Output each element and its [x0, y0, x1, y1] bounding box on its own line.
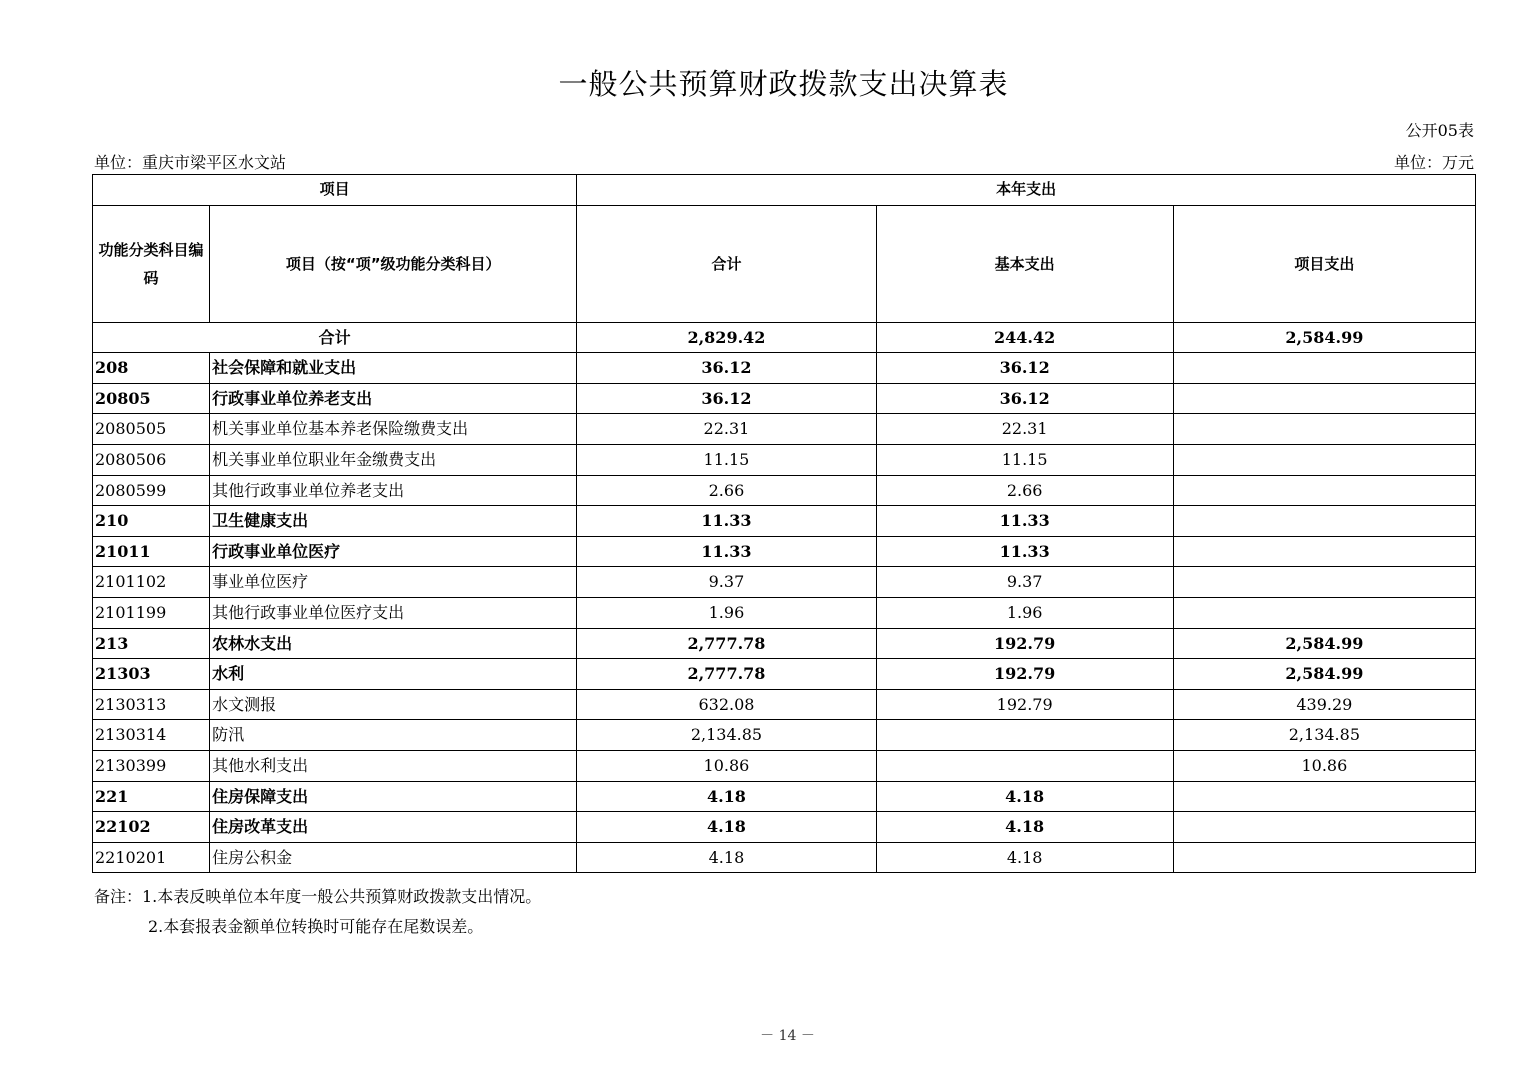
- row-project: 2,134.85: [1173, 720, 1475, 751]
- row-project: [1173, 781, 1475, 812]
- header-project-expenditure: 项目支出: [1173, 205, 1475, 322]
- currency-unit: 单位：万元: [1393, 153, 1474, 172]
- row-name: 卫生健康支出: [210, 506, 577, 537]
- row-code: 213: [93, 628, 210, 659]
- table-row: [93, 383, 1476, 414]
- total-sum: 2,829.42: [577, 322, 876, 353]
- table-row: [93, 720, 1476, 751]
- header-row-top: [93, 175, 1476, 206]
- table-row: [93, 475, 1476, 506]
- row-total: 2,777.78: [577, 659, 876, 690]
- table-row: [93, 750, 1476, 781]
- row-project: [1173, 444, 1475, 475]
- table-row: [93, 414, 1476, 445]
- table-row: [93, 689, 1476, 720]
- row-basic: 9.37: [876, 567, 1173, 598]
- row-basic: 11.33: [876, 506, 1173, 537]
- table-row: [93, 444, 1476, 475]
- row-code: 20805: [93, 383, 210, 414]
- row-basic: 4.18: [876, 812, 1173, 843]
- row-total: 632.08: [577, 689, 876, 720]
- total-row: [93, 322, 1476, 353]
- total-label: 合计: [93, 322, 577, 353]
- row-code: 2130314: [93, 720, 210, 751]
- row-project: [1173, 536, 1475, 567]
- row-total: 11.33: [577, 536, 876, 567]
- row-basic: [876, 720, 1173, 751]
- table-row: [93, 628, 1476, 659]
- row-project: 2,584.99: [1173, 659, 1475, 690]
- reporting-unit: 单位：重庆市梁平区水文站: [94, 153, 287, 172]
- header-total: 合计: [577, 205, 876, 322]
- row-name: 其他行政事业单位养老支出: [210, 475, 577, 506]
- row-name: 事业单位医疗: [210, 567, 577, 598]
- row-total: 4.18: [577, 812, 876, 843]
- row-code: 2080505: [93, 414, 210, 445]
- header-item: 项目（按“项”级功能分类科目）: [210, 205, 577, 322]
- row-total: 1.96: [577, 597, 876, 628]
- row-name: 社会保障和就业支出: [210, 353, 577, 384]
- row-project: [1173, 597, 1475, 628]
- total-basic: 244.42: [876, 322, 1173, 353]
- row-basic: 1.96: [876, 597, 1173, 628]
- row-total: 11.33: [577, 506, 876, 537]
- row-basic: 2.66: [876, 475, 1173, 506]
- page-number: － 14 －: [760, 1028, 815, 1044]
- row-total: 11.15: [577, 444, 876, 475]
- row-code: 2080506: [93, 444, 210, 475]
- row-code: 2210201: [93, 842, 210, 873]
- row-code: 2080599: [93, 475, 210, 506]
- header-this-year: 本年支出: [577, 175, 1476, 206]
- table-row: [93, 842, 1476, 873]
- row-code: 2101199: [93, 597, 210, 628]
- row-project: [1173, 506, 1475, 537]
- row-name: 水文测报: [210, 689, 577, 720]
- row-total: 36.12: [577, 353, 876, 384]
- row-name: 行政事业单位医疗: [210, 536, 577, 567]
- row-basic: 4.18: [876, 842, 1173, 873]
- row-total: 2.66: [577, 475, 876, 506]
- row-code: 221: [93, 781, 210, 812]
- row-name: 其他行政事业单位医疗支出: [210, 597, 577, 628]
- row-project: 10.86: [1173, 750, 1475, 781]
- header-code: 功能分类科目编码: [93, 205, 210, 322]
- row-project: [1173, 567, 1475, 598]
- row-project: [1173, 842, 1475, 873]
- header-basic: 基本支出: [876, 205, 1173, 322]
- row-name: 住房公积金: [210, 842, 577, 873]
- row-code: 210: [93, 506, 210, 537]
- row-name: 水利: [210, 659, 577, 690]
- header-row-bottom: [93, 205, 1476, 322]
- notes: [94, 882, 541, 942]
- row-name: 农林水支出: [210, 628, 577, 659]
- table-row: [93, 536, 1476, 567]
- row-code: 208: [93, 353, 210, 384]
- row-total: 4.18: [577, 781, 876, 812]
- row-total: 9.37: [577, 567, 876, 598]
- row-total: 36.12: [577, 383, 876, 414]
- row-basic: 192.79: [876, 689, 1173, 720]
- row-name: 机关事业单位职业年金缴费支出: [210, 444, 577, 475]
- total-project: 2,584.99: [1173, 322, 1475, 353]
- row-project: [1173, 383, 1475, 414]
- row-basic: 11.33: [876, 536, 1173, 567]
- row-total: 10.86: [577, 750, 876, 781]
- row-name: 行政事业单位养老支出: [210, 383, 577, 414]
- row-code: 2101102: [93, 567, 210, 598]
- row-code: 2130313: [93, 689, 210, 720]
- table-row: [93, 353, 1476, 384]
- row-basic: 36.12: [876, 383, 1173, 414]
- header-project: 项目: [93, 175, 577, 206]
- row-total: 22.31: [577, 414, 876, 445]
- table-row: [93, 781, 1476, 812]
- row-name: 其他水利支出: [210, 750, 577, 781]
- row-code: 21303: [93, 659, 210, 690]
- row-total: 2,134.85: [577, 720, 876, 751]
- row-code: 22102: [93, 812, 210, 843]
- table-row: [93, 659, 1476, 690]
- row-total: 4.18: [577, 842, 876, 873]
- row-project: [1173, 353, 1475, 384]
- row-project: [1173, 475, 1475, 506]
- note-line-2: 2.本套报表金额单位转换时可能存在尾数误差。: [148, 917, 484, 936]
- expenditure-table: [92, 174, 1476, 873]
- row-name: 防汛: [210, 720, 577, 751]
- row-project: [1173, 812, 1475, 843]
- row-code: 21011: [93, 536, 210, 567]
- row-name: 住房改革支出: [210, 812, 577, 843]
- page-title: 一般公共预算财政拨款支出决算表: [558, 67, 1009, 101]
- row-basic: 4.18: [876, 781, 1173, 812]
- row-basic: 11.15: [876, 444, 1173, 475]
- row-basic: 36.12: [876, 353, 1173, 384]
- row-total: 2,777.78: [577, 628, 876, 659]
- table-row: [93, 506, 1476, 537]
- row-project: 2,584.99: [1173, 628, 1475, 659]
- row-name: 住房保障支出: [210, 781, 577, 812]
- table-row: [93, 597, 1476, 628]
- row-project: 439.29: [1173, 689, 1475, 720]
- row-basic: 192.79: [876, 659, 1173, 690]
- note-line-1: 备注：1.本表反映单位本年度一般公共预算财政拨款支出情况。: [94, 887, 542, 906]
- table-row: [93, 812, 1476, 843]
- row-project: [1173, 414, 1475, 445]
- row-basic: [876, 750, 1173, 781]
- row-code: 2130399: [93, 750, 210, 781]
- row-basic: 192.79: [876, 628, 1173, 659]
- table-number: 公开05表: [1405, 121, 1474, 140]
- row-name: 机关事业单位基本养老保险缴费支出: [210, 414, 577, 445]
- table-row: [93, 567, 1476, 598]
- row-basic: 22.31: [876, 414, 1173, 445]
